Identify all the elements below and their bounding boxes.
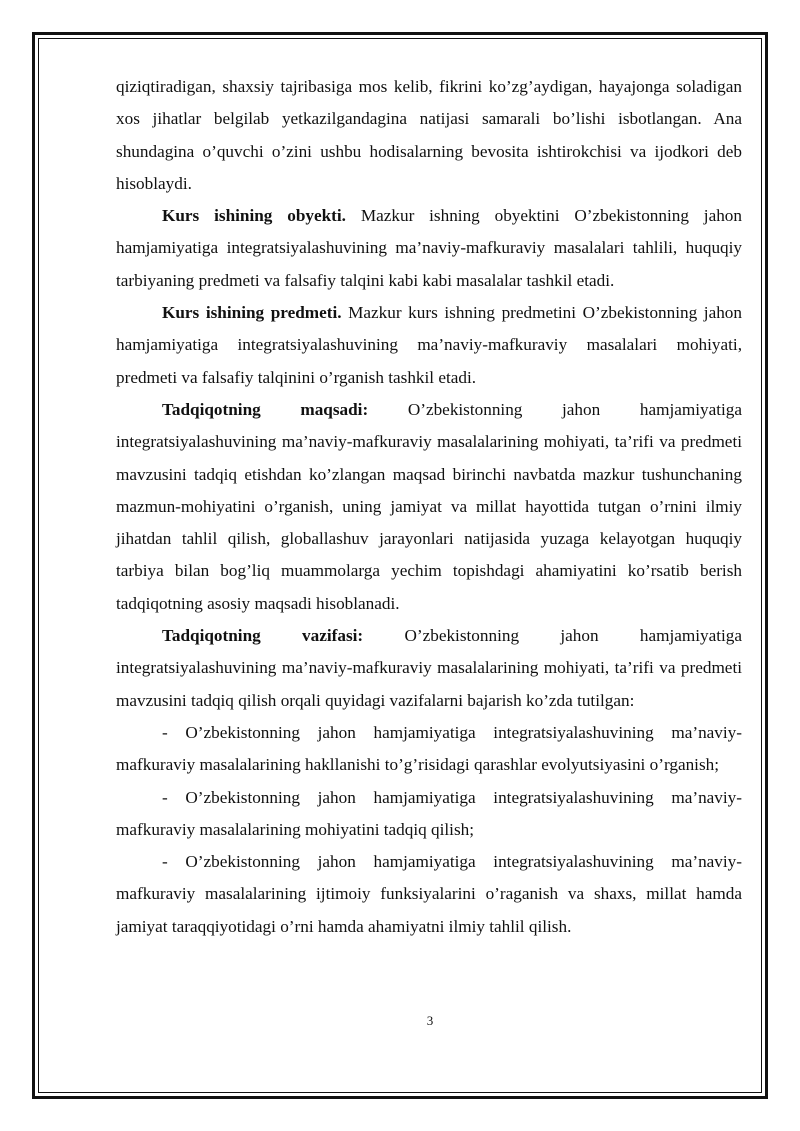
subject-heading: Kurs ishining predmeti. xyxy=(162,303,342,323)
goal-paragraph xyxy=(116,394,742,620)
goal-heading: Tadqiqotning maqsadi: xyxy=(162,399,369,419)
subject-paragraph xyxy=(116,297,742,394)
task-item: - O’zbekistonning jahon hamjamiyatiga integratsiyalashuvining ma’naviy-mafkuraviy masalalarining hakllanishi to’g’risidagi qarashlar evolyutsiyasini o’rganish; xyxy=(116,722,742,775)
task-item: - O’zbekistonning jahon hamjamiyatiga integratsiyalashuvining ma’naviy-mafkuraviy masalalarining mohiyatini tadqiq qilish; xyxy=(116,787,742,839)
object-text: Mazkur ishning obyektini O’zbekistonning jahon hamjamiyatiga integratsiyalashuvining ma’naviy-mafkuraviy masalalari tahlili, huquqiy tarbiyaning predmeti va falsafiy talqini kabi kabi masalalar tashkil etadi. xyxy=(116,206,742,290)
tasks-heading: Tadqiqotning vazifasi: xyxy=(162,626,364,646)
page-number: 3 xyxy=(426,1013,434,1028)
object-paragraph xyxy=(116,200,742,297)
tasks-text: O’zbekistonning jahon hamjamiyatiga integratsiyalashuvining ma’naviy-mafkuraviy masalalarining mohiyati, ta’rifi va predmeti mavzusini tadqiq qilish orqali quyidagi vazifalarni bajarish ko’zda tutilgan: xyxy=(116,626,742,710)
subject-text: Mazkur kurs ishning predmetini O’zbekistonning jahon hamjamiyatiga integratsiyalashuvining ma’naviy-mafkuraviy masalalari mohiyati, predmeti va falsafiy talqinini o’rganish tashkil etadi. xyxy=(116,303,742,387)
document-body xyxy=(116,71,742,943)
tasks-paragraph xyxy=(116,620,742,717)
continuation-paragraph: qiziqtiradigan, shaxsiy tajribasiga mos kelib, fikrini ko’zg’aydigan, hayajonga soladigan xos jihatlar belgilab yetkazilgandagina natijasi samarali bo’lishi isbotlangan. Ana shundagina o’quvchi o’zini ushbu hodisalarning bevosita ishtirokchisi va ijodkori deb hisoblaydi. xyxy=(116,77,742,193)
task-item: - O’zbekistonning jahon hamjamiyatiga integratsiyalashuvining ma’naviy-mafkuraviy masalalarining ijtimoiy funksiyalarini o’raganish va shaxs, millat hamda jamiyat taraqqiyotidagi o’rni hamda ahamiyatni ilmiy tahlil qilish. xyxy=(116,852,742,936)
object-heading: Kurs ishining obyekti. xyxy=(162,206,346,226)
goal-text: O’zbekistonning jahon hamjamiyatiga integratsiyalashuvining ma’naviy-mafkuraviy masalalarining mohiyati, ta’rifi va predmeti mavzusini tadqiq etishdan ko’zlangan maqsad birinchi navbatda mazkur tushunchaning mazmun-mohiyatini o’rganish, uning jamiyat va millat hayottida tutgan o’rnini ilmiy jihatdan tahlil qilish, globallashuv jarayonlari natijasida yuzaga kelayotgan huquqiy tarbiya bilan bog’liq muammolarga yechim topishdagi ahamiyatini ko’rsatib berish tadqiqotning asosiy maqsadi hisoblanadi. xyxy=(116,399,742,613)
